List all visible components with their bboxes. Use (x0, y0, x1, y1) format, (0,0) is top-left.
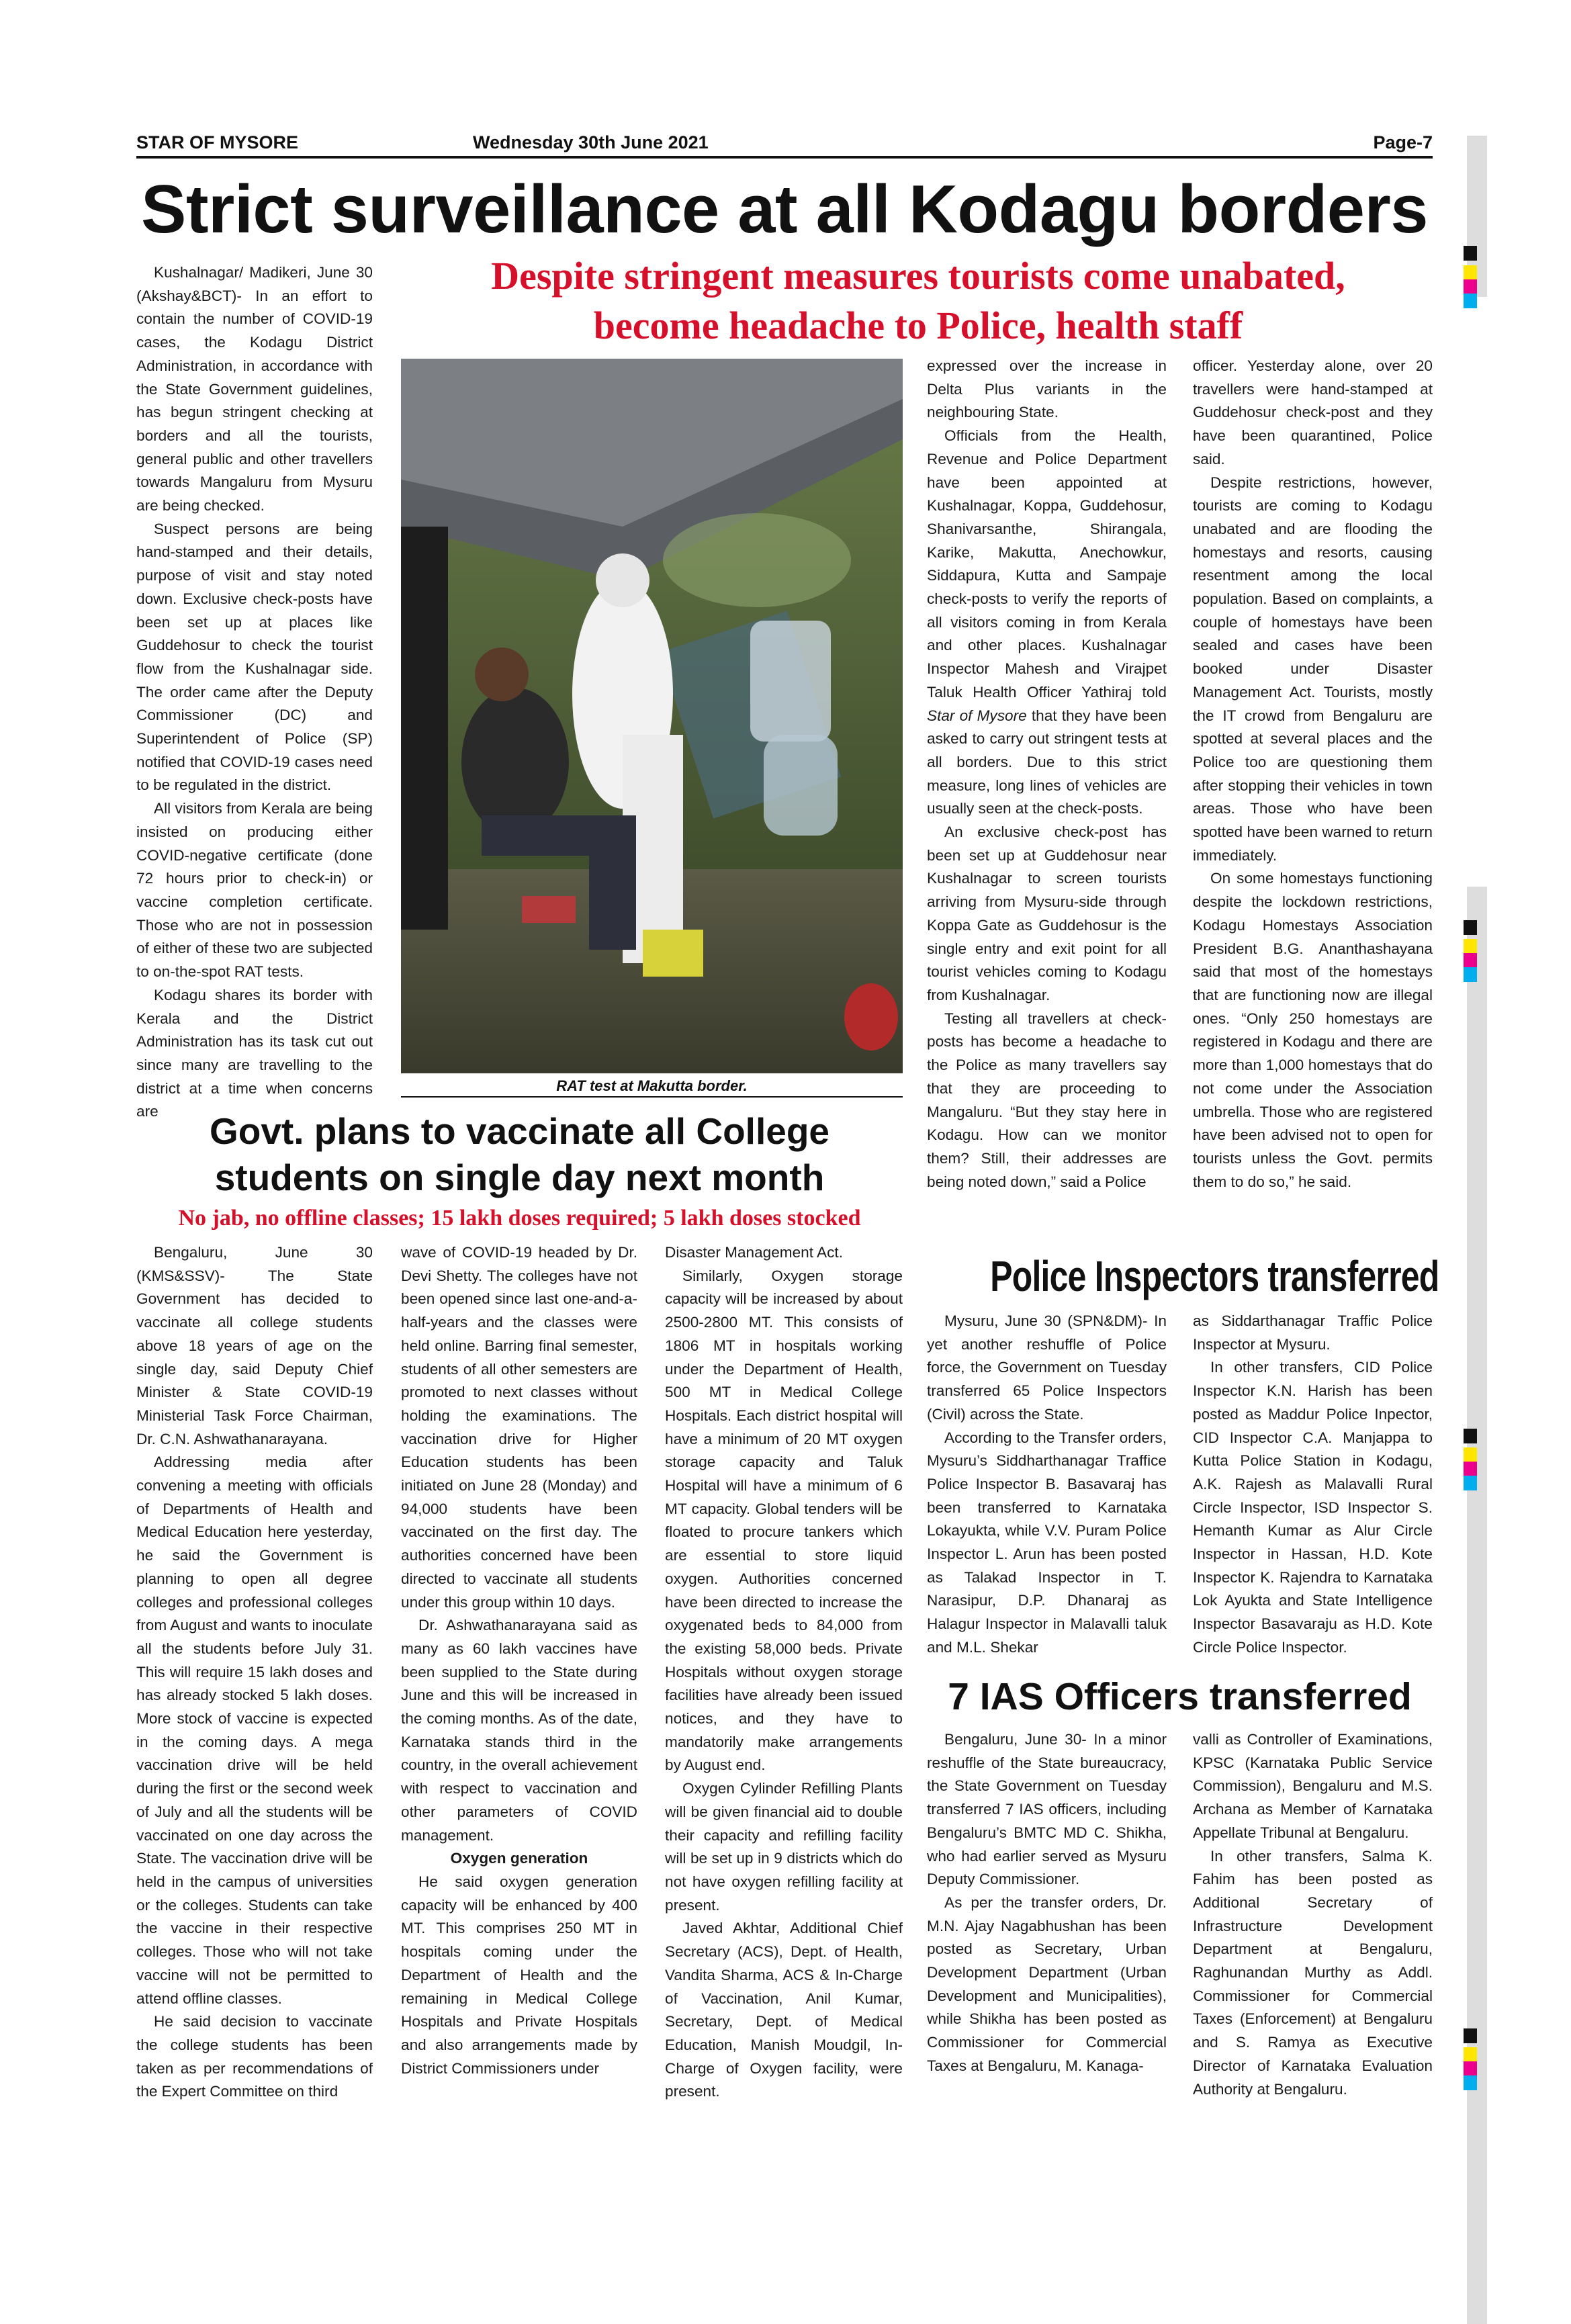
registration-mark-black (1464, 920, 1477, 935)
registration-mark-cyan (1464, 2075, 1477, 2090)
paragraph: Javed Akhtar, Additional Chief Secretary (ACS), Dept. of Health, Vandita Sharma, ACS & In-Charge of Vaccination, Anil Kumar, Secretary, Dept. of Medical Education, Manish Moudgil, In-Charge of Oxygen facility, were present. (665, 1920, 903, 2100)
registration-mark-cyan (1464, 294, 1477, 308)
registration-mark-black (1464, 2028, 1477, 2043)
masthead-paper-name: STAR OF MYSORE (136, 132, 299, 152)
paragraph: Bengaluru, June 30- In a minor reshuffle of the State bureaucracy, the State Government on Tuesday transferred 7 IAS officers, including Bengaluru’s BMTC MD C. Shikha, who had earlier served as Mysuru Deputy Commissioner. (927, 1731, 1167, 1888)
paragraph: Similarly, Oxygen storage capacity will be increased by about 2500-2800 MT. This consists of 1806 MT in hospitals working under the Department of Health, 500 MT in Medical College Hospitals. Each district hospital will have a minimum of 20 MT oxygen storage capacity and Taluk Hospital will have a minimum of 6 MT capacity. Global tenders will be floated to procure tankers which are essential to store liquid oxygen. Authorities concerned have been directed to increase the oxygenated beds to 84,000 from the existing 58,000 beds. Private Hospitals without oxygen storage facilities have already been issued notices, and they have to mandatorily make arrangements by August end. (665, 1267, 903, 1774)
police-headline-text: Police Inspectors transferred (990, 1252, 1439, 1300)
registration-mark-magenta (1464, 2061, 1477, 2076)
police-column-1 (927, 1310, 1167, 1660)
main-story-column-3 (927, 355, 1167, 1194)
registration-mark-yellow (1464, 939, 1477, 954)
paragraph-text: that they have been asked to carry out stringent tests at all borders. Due to this strict measure, long lines of vehicles are usually seen at the check-posts. (927, 707, 1167, 817)
ias-column-2 (1193, 1728, 1433, 2101)
masthead-date: Wednesday 30th June 2021 (473, 132, 709, 152)
margin-strip (1467, 887, 1487, 2324)
photo-caption-rule (401, 1096, 903, 1098)
main-headline: Strict surveillance at all Kodagu borders (141, 172, 1428, 247)
main-story-column-1 (136, 261, 373, 1124)
paragraph: Testing all travellers at check-posts has become a headache to the Police as many travellers say that they are proceeding to Mangaluru. “But they stay here in Kodagu. How can we monitor them? Still, their addresses are being noted down,” said a Police (927, 1010, 1167, 1190)
vaccine-subhead: No jab, no offline classes; 15 lakh doses required; 5 lakh doses stocked (178, 1206, 861, 1231)
paragraph: He said oxygen generation capacity will be enhanced by 400 MT. This comprises 250 MT in hospitals coming under the Department of Health and the remaining in Medical College Hospitals and Private Hospitals and also arrangements made by District Commissioners under (401, 1873, 637, 2077)
registration-mark-yellow (1464, 265, 1477, 280)
paragraph: as Siddarthanagar Traffic Police Inspector at Mysuru. (1193, 1312, 1433, 1353)
main-story-column-4 (1193, 355, 1433, 1194)
registration-mark-magenta (1464, 279, 1477, 294)
paragraph: All visitors from Kerala are being insisted on producing either COVID-negative certificate (done 72 hours prior to check-in) or vaccine completion certificate. Those who are not in possession of either of these two are subjected to on-the-spot RAT tests. (136, 800, 373, 981)
registration-mark-magenta (1464, 1462, 1477, 1476)
vaccine-column-2 (401, 1241, 637, 2080)
paragraph: Bengaluru, June 30 (KMS&SSV)- The State Government has decided to vaccinate all college students above 18 years of age on the single day, said Deputy Chief Minister & State COVID-19 Ministerial Task Force Chairman, Dr. C.N. Ashwathanarayana. (136, 1244, 373, 1447)
paragraph: Kodagu shares its border with Kerala and the District Administration has its task cut out since many are travelling to the district at a time when concerns are (136, 986, 373, 1120)
paragraph: Suspect persons are being hand-stamped and their details, purpose of visit and stay noted down. Exclusive check-posts have been set up at places like Guddehosur to check the tourist flow from the Kushalnagar side. The order came after the Deputy Commissioner (DC) and Superintendent of Police (SP) notified that COVID-19 cases need to be regulated in the district. (136, 520, 373, 794)
paragraph: wave of COVID-19 headed by Dr. Devi Shetty. The colleges have not been opened since last one-and-a-half-years and the classes were held online. Barring final semester, students of all other semesters are promoted to next classes without holding the examinations. The vaccination drive for Higher Education students has been initiated on June 28 (Monday) and 94,000 students have been vaccinated on the first day. The authorities concerned have been directed to vaccinate all students under this group within 10 days. (401, 1244, 637, 1611)
photo-caption: RAT test at Makutta border. (556, 1077, 748, 1094)
registration-mark-yellow (1464, 1447, 1477, 1462)
police-headline (927, 1248, 1439, 1304)
news-photo (401, 359, 903, 1073)
registration-mark-black (1464, 1429, 1477, 1443)
paragraph: Dr. Ashwathanarayana said as many as 60 lakh vaccines have been supplied to the State during June and this will be increased in the coming months. As of the date, Karnataka stands third in the country, in the overall achievement with respect to vaccination and other parameters of COVID management. (401, 1617, 637, 1844)
paragraph: According to the Transfer orders, Mysuru’s Siddharthanagar Traffice Police Inspector B. Basavaraj has been transferred to Karnataka Lokayukta, while V.V. Puram Police Inspector L. Arun has been posted as Talakad Inspector in T. Narasipur, D.P. Dhanaraj as Halagur Inspector in Malavalli taluk and M.L. Shekar (927, 1429, 1167, 1656)
police-column-2 (1193, 1310, 1433, 1660)
registration-mark-magenta (1464, 953, 1477, 968)
main-subhead: become headache to Police, health staff (593, 304, 1243, 347)
vaccine-column-1 (136, 1241, 373, 2104)
paragraph: He said decision to vaccinate the college students has been taken as per recommendations of the Expert Committee on third (136, 2013, 373, 2100)
vaccine-headline: Govt. plans to vaccinate all College (209, 1110, 830, 1152)
paragraph: Addressing media after convening a meeting with officials of Departments of Health and Medical Education here yesterday, he said the Government is planning to open all degree colleges and professional colleges from August and wants to inoculate all the students before July 31. This will require 15 lakh doses and has already stocked 5 lakh doses. More stock of vaccine is expected in the coming days. A mega vaccination drive will be held during the first or the second week of July and all the students will be vaccinated on one day across the State. The vaccination drive will be held in the campus of universities or the colleges. Students can take the vaccine in their respective colleges. Those who will not take vaccine will not be permitted to attend offline classes. (136, 1454, 373, 2007)
paragraph: Despite restrictions, however, tourists are coming to Kodagu unabated and are flooding the homestays and resorts, causing resentment among the local population. Based on complaints, a couple of homestays have been sealed and cases have been booked under Disaster Management Act. Tourists, mostly the IT crowd from Bengaluru are spotted at several places and the Police too are questioning them after stopping their vehicles in town areas. Those who have been spotted have been warned to return immediately. (1193, 474, 1433, 864)
registration-mark-black (1464, 246, 1477, 261)
paragraph: In other transfers, Salma K. Fahim has been posted as Additional Secretary of Infrastructure Development Department at Bengaluru, Raghunandan Murthy as Addl. Commissioner for Commercial Taxes (Enforcement) at Bengaluru and S. Ramya as Executive Director of Karnataka Evaluation Authority at Bengaluru. (1193, 1847, 1433, 2098)
paragraph: As per the transfer orders, Dr. M.N. Ajay Nagabhushan has been posted as Secretary, Urban Development Department (Urban Development and Municipalities), while Shikha has been posted as Commissioner for Commercial Taxes at Bengaluru, M. Kanaga- (927, 1893, 1167, 2074)
registration-mark-cyan (1464, 967, 1477, 982)
paragraph: Mysuru, June 30 (SPN&DM)- In yet another reshuffle of Police force, the Government on Tuesday transferred 65 Police Inspectors (Civil) across the State. (927, 1312, 1167, 1423)
paragraph (927, 424, 1167, 821)
vaccine-headline: students on single day next month (214, 1157, 825, 1198)
subheading: Oxygen generation (450, 1850, 588, 1867)
ias-column-1 (927, 1728, 1167, 2078)
paragraph: Disaster Management Act. (665, 1244, 843, 1261)
vaccine-column-3 (665, 1241, 903, 2104)
page-number: Page-7 (1373, 132, 1433, 152)
registration-mark-cyan (1464, 1476, 1477, 1490)
paragraph: Kushalnagar/ Madikeri, June 30 (Akshay&BCT)- In an effort to contain the number of COVID-19 cases, the Kodagu District Administration, in accordance with the State Government guidelines, has begun stringent checking at borders and all the tourists, general public and other travellers towards Mangaluru from Mysuru are being checked. (136, 264, 373, 515)
paragraph: An exclusive check-post has been set up at Guddehosur near Kushalnagar to screen tourists arriving from Mysuru-side through Koppa Gate as Guddehosur is the single entry and exit point for all tourist vehicles coming to Kodagu from Kushalnagar. (927, 823, 1167, 1003)
header-rule (136, 156, 1433, 159)
paragraph: officer. Yesterday alone, over 20 travellers were hand-stamped at Guddehosur check-post and they have been quarantined, Police said. (1193, 357, 1433, 467)
paragraph-text: Officials from the Health, Revenue and Police Department have been appointed at Kushalnagar, Koppa, Guddehosur, Shanivarsanthe, Shirangala, Karike, Makutta, Anechowkur, Siddapura, Kutta and Sampaje check-posts to verify the reports of all visitors coming in from Kerala and other places. Kushalnagar Inspector Mahesh and Virajpet Taluk Health Officer Yathiraj told (927, 427, 1167, 701)
paragraph: expressed over the increase in Delta Plus variants in the neighbouring State. (927, 357, 1167, 421)
photo-illustration (401, 359, 903, 1073)
registration-mark-yellow (1464, 2047, 1477, 2062)
paragraph: Oxygen Cylinder Refilling Plants will be given financial aid to double their capacity and refilling facility will be set up in 9 districts which do not have oxygen refilling facility at present. (665, 1780, 903, 1914)
publication-name: Star of Mysore (927, 707, 1027, 724)
main-subhead: Despite stringent measures tourists come unabated, (491, 254, 1345, 298)
paragraph: In other transfers, CID Police Inspector K.N. Harish has been posted as Maddur Police Inpector, CID Inspector C.A. Manjappa to Kutta Police Station in Kodagu, A.K. Rajesh as Malavalli Rural Circle Inspector, ISD Inspector S. Hemanth Kumar as Alur Circle Inspector in Hassan, H.D. Kote Inspector K. Rajendra to Karnataka Lok Ayukta and State Intelligence Inspector Basavaraju as H.D. Kote Circle Police Inspector. (1193, 1359, 1433, 1656)
paragraph: valli as Controller of Examinations, KPSC (Karnataka Public Service Commission), Bengaluru and M.S. Archana as Member of Karnataka Appellate Tribunal at Bengaluru. (1193, 1731, 1433, 1841)
ias-headline: 7 IAS Officers transferred (948, 1675, 1412, 1718)
paragraph: On some homestays functioning despite the lockdown restrictions, Kodagu Homestays Association President B.G. Ananthashayana said that most of the homestays that are functioning now are illegal ones. “Only 250 homestays are registered in Kodagu and there are more than 1,000 homestays that do not come under the Association umbrella. Those who are registered have been advised not to open for tourists unless the Govt. permits them to do so,” he said. (1193, 870, 1433, 1190)
